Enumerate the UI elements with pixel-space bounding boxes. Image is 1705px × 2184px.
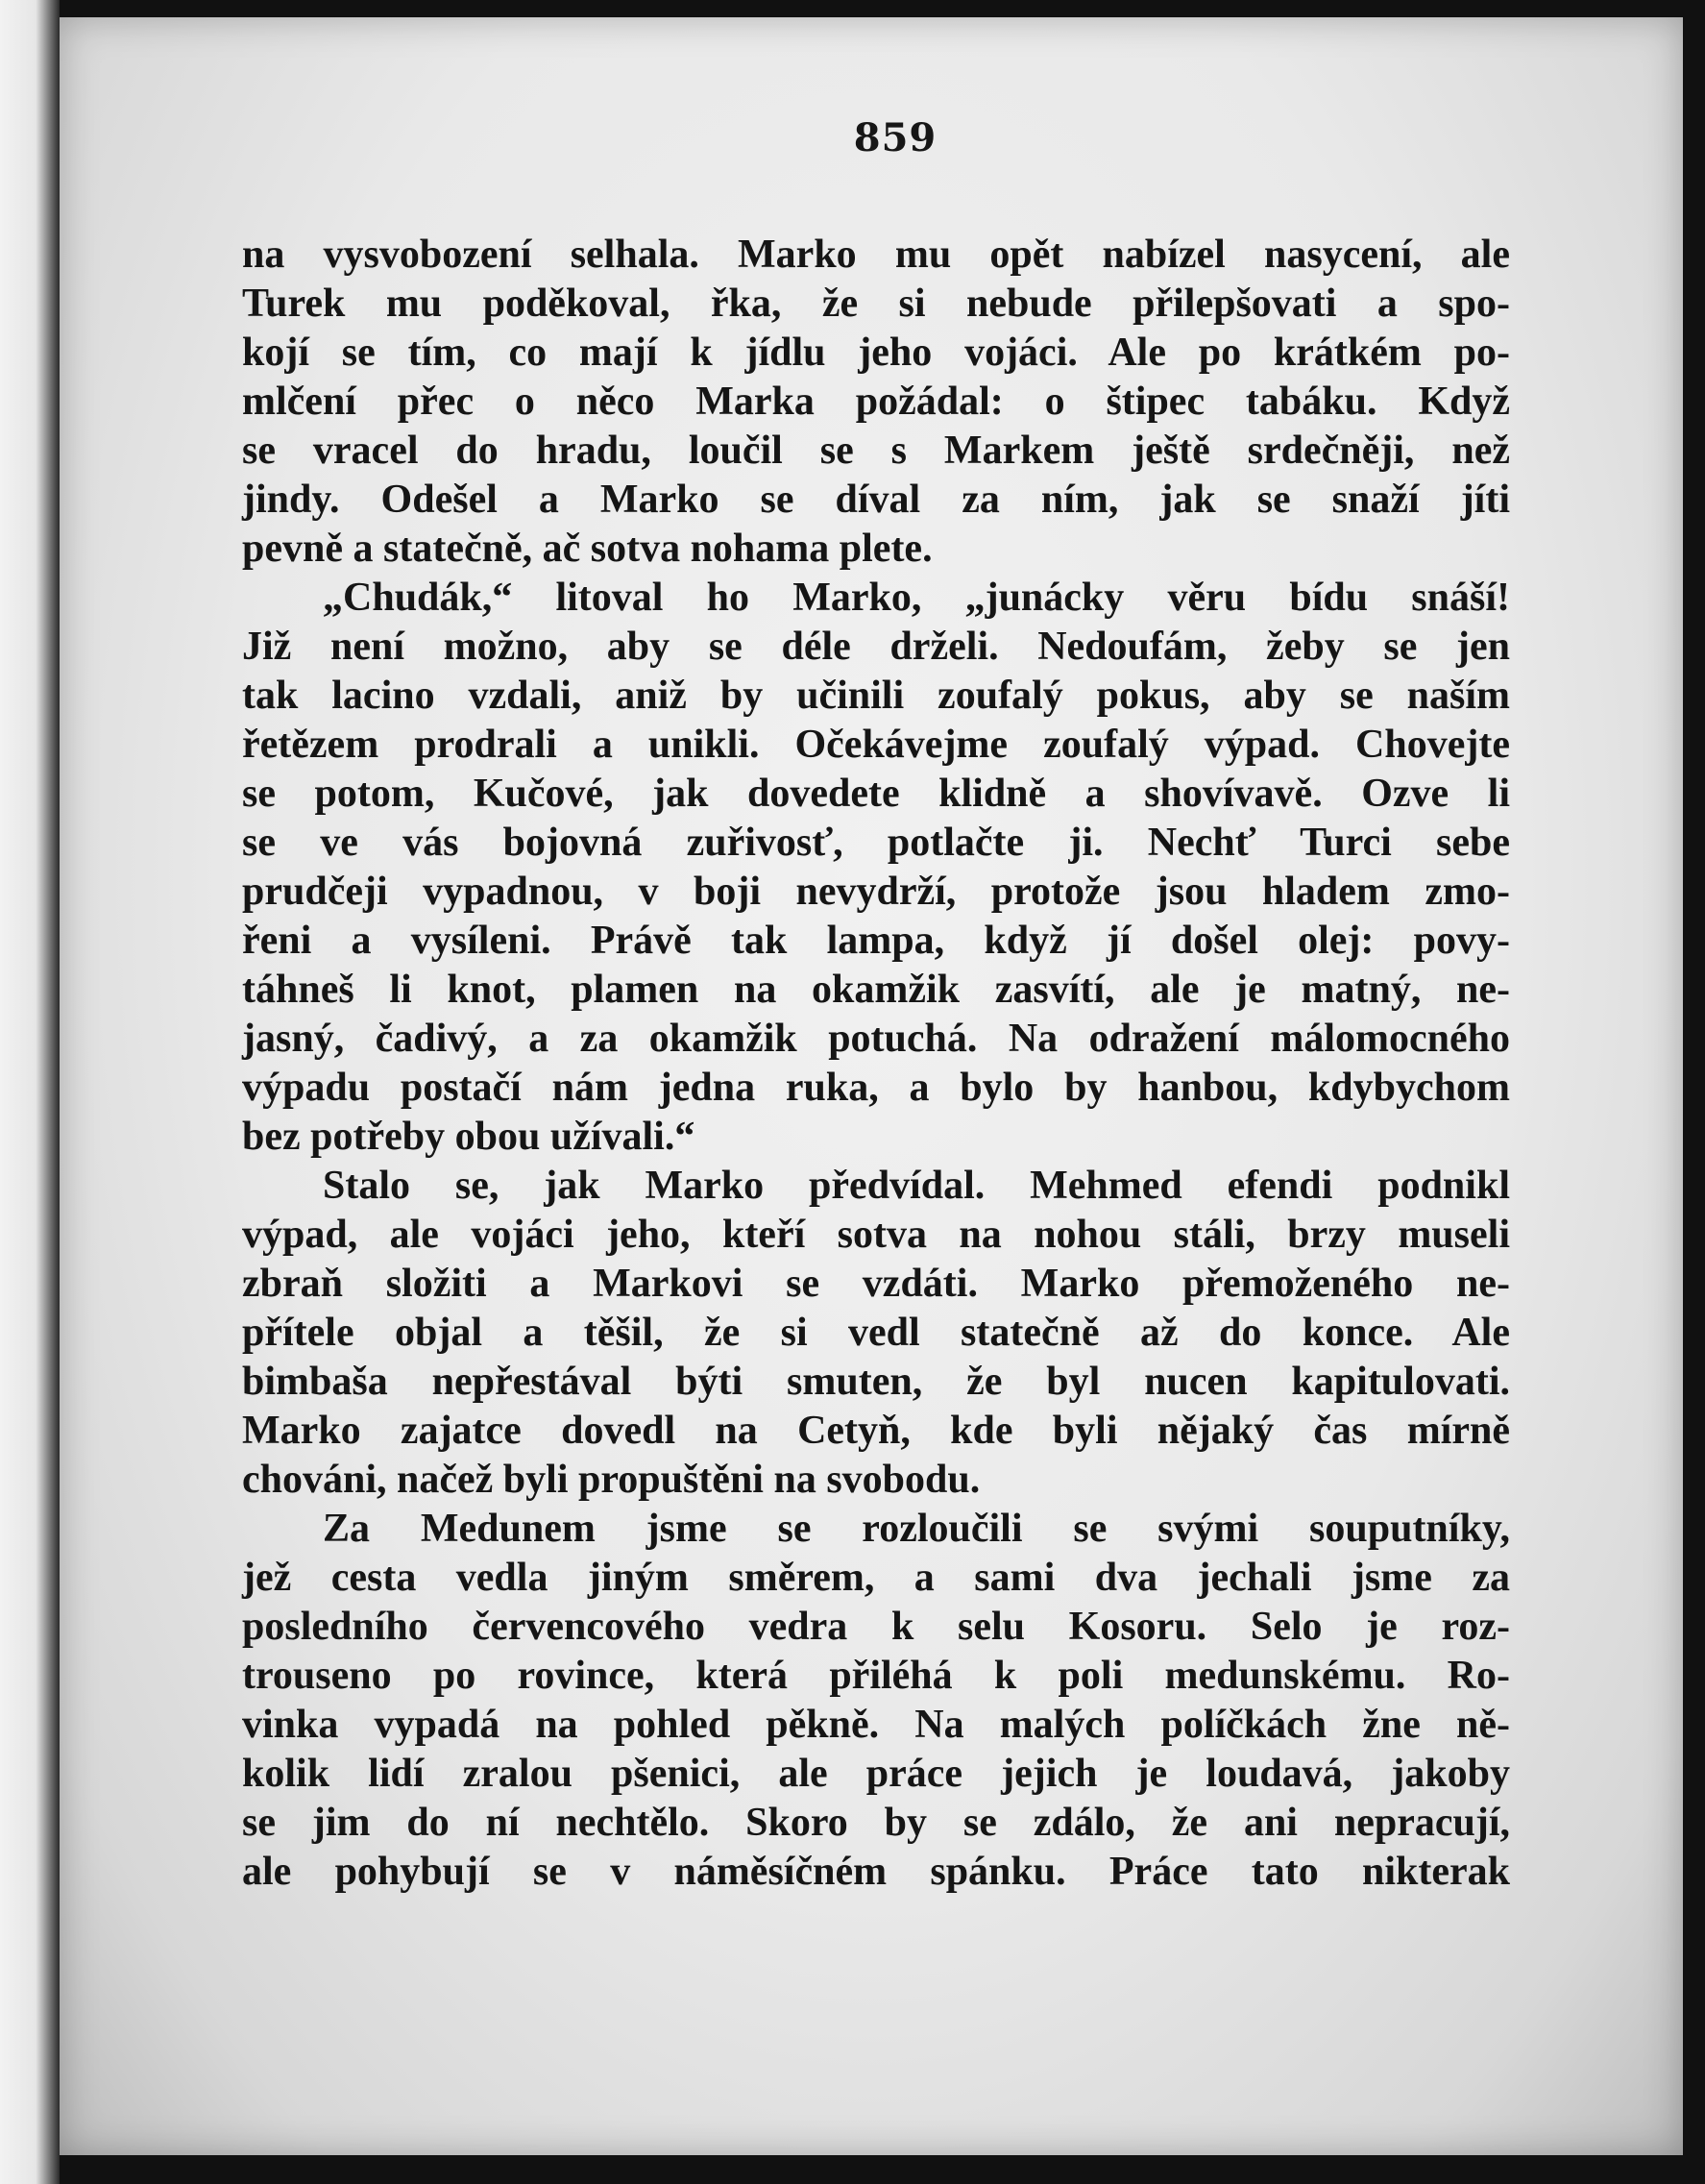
text-line: zbraň složiti a Markovi se vzdáti. Marko přemoženého ne- bbox=[242, 1262, 1510, 1306]
text-line: posledního červencového vedra k selu Kosoru. Selo je roz- bbox=[242, 1605, 1510, 1649]
text-line: kolik lidí zralou pšenici, ale práce jejich je loudavá, jakoby bbox=[242, 1752, 1510, 1796]
text-line: se vracel do hradu, loučil se s Markem ještě srdečněji, než bbox=[242, 429, 1510, 473]
text-line: bez potřeby obou užívali.“ bbox=[242, 1115, 695, 1159]
text-line: výpadu postačí nám jedna ruka, a bylo by hanbou, kdybychom bbox=[242, 1066, 1510, 1110]
text-line: Turek mu poděkoval, řka, že si nebude přilepšovati a spo- bbox=[242, 282, 1510, 326]
text-line: bimbaša nepřestával býti smuten, že byl nucen kapitulovati. bbox=[242, 1360, 1510, 1404]
text-line: Stalo se, jak Marko předvídal. Mehmed efendi podnikl bbox=[323, 1164, 1510, 1208]
text-line: řetězem prodrali a unikli. Očekávejme zoufalý výpad. Chovejte bbox=[242, 723, 1510, 767]
text-line: prudčeji vypadnou, v boji nevydrží, protože jsou hladem zmo- bbox=[242, 870, 1510, 914]
page-body-text bbox=[242, 231, 1510, 1897]
text-line: Již není možno, aby se déle drželi. Nedoufám, žeby se jen bbox=[242, 625, 1510, 669]
text-line: trouseno po rovince, která přiléhá k poli medunskému. Ro- bbox=[242, 1654, 1510, 1698]
text-line: se potom, Kučové, jak dovedete klidně a shovívavě. Ozve li bbox=[242, 772, 1510, 816]
text-line: výpad, ale vojáci jeho, kteří sotva na nohou stáli, brzy museli bbox=[242, 1213, 1510, 1257]
text-line: Marko zajatce dovedl na Cetyň, kde byli nějaký čas mírně bbox=[242, 1409, 1510, 1453]
text-line: pevně a statečně, ač sotva nohama plete. bbox=[242, 527, 933, 571]
text-line: „Chudák,“ litoval ho Marko, „junácky věru bídu snáší! bbox=[323, 576, 1510, 620]
text-line: řeni a vysíleni. Právě tak lampa, když jí došel olej: povy- bbox=[242, 919, 1510, 963]
page-number: 859 bbox=[853, 115, 938, 160]
text-line: tak lacino vzdali, aniž by učinili zoufalý pokus, aby se naším bbox=[242, 674, 1510, 718]
text-line: se jim do ní nechtělo. Skoro by se zdálo, že ani nepracují, bbox=[242, 1801, 1510, 1845]
scan-margin-strip bbox=[0, 0, 60, 2184]
text-line: Za Medunem jsme se rozloučili se svými souputníky, bbox=[323, 1507, 1510, 1551]
text-line: jasný, čadivý, a za okamžik potuchá. Na odražení málomocného bbox=[242, 1017, 1510, 1061]
text-line: chováni, načež byli propuštěni na svobodu. bbox=[242, 1458, 981, 1502]
book-page bbox=[60, 17, 1683, 2155]
text-line: ale pohybují se v náměsíčném spánku. Práce tato nikterak bbox=[242, 1850, 1510, 1894]
text-line: táhneš li knot, plamen na okamžik zasvítí, ale je matný, ne- bbox=[242, 968, 1510, 1012]
text-line: kojí se tím, co mají k jídlu jeho vojáci. Ale po krátkém po- bbox=[242, 331, 1510, 375]
text-line: se ve vás bojovná zuřivosť, potlačte ji. Nechť Turci sebe bbox=[242, 821, 1510, 865]
text-line: na vysvobození selhala. Marko mu opět nabízel nasycení, ale bbox=[242, 233, 1510, 277]
text-line: jež cesta vedla jiným směrem, a sami dva jechali jsme za bbox=[242, 1556, 1510, 1600]
text-line: mlčení přec o něco Marka požádal: o štipec tabáku. Když bbox=[242, 380, 1510, 424]
text-line: vinka vypadá na pohled pěkně. Na malých políčkách žne ně- bbox=[242, 1703, 1510, 1747]
text-line: přítele objal a těšil, že si vedl statečně až do konce. Ale bbox=[242, 1311, 1510, 1355]
text-line: jindy. Odešel a Marko se díval za ním, jak se snaží jíti bbox=[242, 478, 1510, 522]
